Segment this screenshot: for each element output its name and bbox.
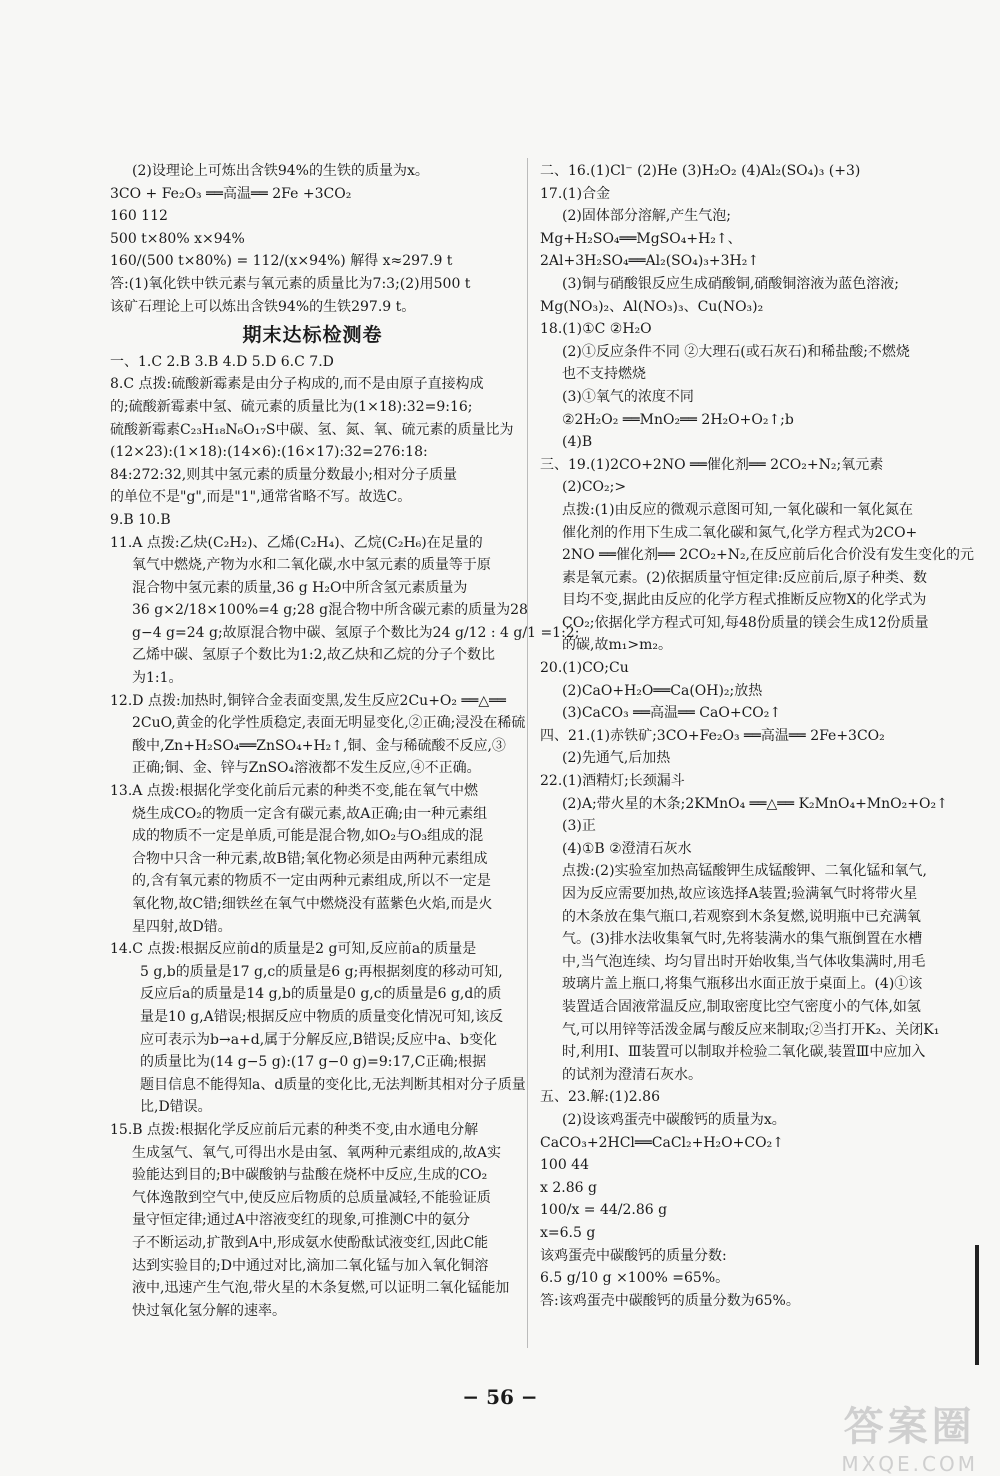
text-line: 的,含有氧元素的物质不一定由两种元素组成,所以不一定是	[132, 873, 491, 890]
text-line: 烧生成CO₂的物质一定含有碳元素,故A正确;由一种元素组	[132, 805, 488, 822]
text-line: 14.C 点拨:根据反应前d的质量是2 g可知,反应前a的质量是	[110, 941, 477, 958]
text-line: Mg+H₂SO₄══MgSO₄+H₂↑、	[540, 230, 742, 247]
text-line: g−4 g=24 g;故原混合物中碳、氢原子个数比为24 g/12 : 4 g/1 =1:2;	[132, 624, 580, 641]
text-line: 生成氢气、氧气,可得出水是由氢、氧两种元素组成的,故A实	[132, 1144, 502, 1161]
text-line: ②2H₂O₂ ══MnO₂══ 2H₂O+O₂↑;b	[562, 411, 794, 428]
text-line: 20.(1)CO;Cu	[540, 660, 629, 677]
text-line: 17.(1)合金	[540, 185, 611, 202]
text-line: 3CO + Fe₂O₃ ══高温══ 2Fe +3CO₂	[110, 185, 352, 202]
text-line: 催化剂的作用下生成二氧化碳和氮气,化学方程式为2CO+	[562, 524, 918, 541]
text-line: 6.5 g/10 g ×100% =65%。	[540, 1270, 730, 1287]
text-line: 100 44	[540, 1157, 589, 1174]
watermark-url: MXQE.COM	[841, 1452, 978, 1476]
text-line: 玻璃片盖上瓶口,将集气瓶移出水面正放于桌面上。(4)①该	[562, 976, 923, 993]
text-line: 应可表示为b→a+d,属于分解反应,B错误;反应中a、b变化	[140, 1031, 497, 1048]
text-line: 液中,迅速产生气泡,带火星的木条复燃,可以证明二氧化锰能加	[132, 1280, 510, 1297]
text-line: CO₂;依据化学方程式可知,每48份质量的镁会生成12份质量	[562, 614, 929, 631]
text-line: 2CuO,黄金的化学性质稳定,表面无明显变化,②正确;浸没在稀硫	[132, 715, 526, 732]
text-line: 星四射,故D错。	[132, 918, 232, 935]
text-line: 2Al+3H₂SO₄══Al₂(SO₄)₃+3H₂↑	[540, 253, 760, 270]
section-title: 期末达标检测卷	[242, 324, 383, 347]
text-line: (3)①氧气的浓度不同	[562, 388, 694, 405]
text-line: 9.B 10.B	[110, 511, 171, 528]
text-line: (2)A;带火星的木条;2KMnO₄ ══△══ K₂MnO₄+MnO₂+O₂↑	[562, 795, 948, 812]
text-line: (4)B	[562, 434, 593, 451]
text-line: CaCO₃+2HCl══CaCl₂+H₂O+CO₂↑	[540, 1134, 784, 1151]
text-line: 答:(1)氧化铁中铁元素与氧元素的质量比为7:3;(2)用500 t	[110, 275, 471, 292]
text-line: 84:272:32,则其中氢元素的质量分数最小;相对分子质量	[110, 466, 457, 483]
text-line: 中,当气泡连续、均匀冒出时开始收集,当气体收集满时,用毛	[562, 953, 926, 970]
text-line: 160 112	[110, 208, 168, 225]
text-line: 500 t×80% x×94%	[110, 230, 245, 247]
text-line: 11.A 点拨:乙炔(C₂H₂)、乙烯(C₂H₄)、乙烷(C₂H₆)在足量的	[110, 534, 483, 551]
text-line: 酸中,Zn+H₂SO₄══ZnSO₄+H₂↑,铜、金与稀硫酸不反应,③	[132, 737, 506, 754]
text-line: 15.B 点拨:根据化学反应前后元素的种类不变,由水通电分解	[110, 1121, 479, 1138]
text-line: 12.D 点拨:加热时,铜锌合金表面变黑,发生反应2Cu+O₂ ══△══	[110, 692, 506, 709]
text-line: 目均不变,据此由反应的化学方程式推断反应物X的化学式为	[562, 592, 927, 609]
text-line: 素是氧元素。(2)依据质量守恒定律:反应前后,原子种类、数	[562, 569, 927, 586]
text-line: 的试剂为澄清石灰水。	[562, 1066, 702, 1083]
text-line: (2)CaO+H₂O══Ca(OH)₂;放热	[562, 682, 763, 699]
text-line: 该矿石理论上可以炼出含铁94%的生铁297.9 t。	[110, 298, 416, 315]
text-line: (2)①反应条件不同 ②大理石(或石灰石)和稀盐酸;不燃烧	[562, 343, 910, 360]
text-line: 装置适合固液常温反应,制取密度比空气密度小的气体,如氢	[562, 998, 921, 1015]
text-line: 快过氧化氢分解的速率。	[132, 1302, 286, 1319]
text-line: 三、19.(1)2CO+2NO ══催化剂══ 2CO₂+N₂;氧元素	[540, 456, 884, 473]
text-line: 答:该鸡蛋壳中碳酸钙的质量分数为65%。	[540, 1292, 800, 1309]
text-line: 五、23.解:(1)2.86	[540, 1089, 660, 1106]
text-line: 2NO ══催化剂══ 2CO₂+N₂,在反应前后化合价没有发生变化的元	[562, 547, 975, 564]
text-line: 的质量比为(14 g−5 g):(17 g−0 g)=9:17,C正确;根据	[140, 1054, 487, 1071]
text-line: (12×23):(1×18):(14×6):(16×17):32=276:18:	[110, 444, 428, 461]
text-line: 子不断运动,扩散到A中,形成氨水使酚酞试液变红,因此C能	[132, 1234, 489, 1251]
text-line: (4)①B ②澄清石灰水	[562, 840, 692, 857]
watermark-logo-text: 答案圈	[843, 1404, 976, 1450]
text-line: (3)CaCO₃ ══高温══ CaO+CO₂↑	[562, 705, 782, 722]
text-line: 13.A 点拨:根据化学变化前后元素的种类不变,能在氧气中燃	[110, 783, 478, 800]
text-line: 题目信息不能得知a、d质量的变化比,无法判断其相对分子质量	[140, 1076, 526, 1093]
text-line: (2)设理论上可炼出含铁94%的生铁的质量为x。	[132, 163, 429, 179]
text-line: 的;硫酸新霉素中氢、硫元素的质量比为(1×18):32=9:16;	[110, 398, 473, 415]
page-number: − 56 −	[462, 1385, 538, 1409]
text-line: 的木条放在集气瓶口,若观察到木条复燃,说明瓶中已充满氧	[562, 908, 921, 925]
text-line: 5 g,b的质量是17 g,c的质量是6 g;再根据刻度的移动可知,	[140, 963, 503, 980]
text-line: 量守恒定律;通过A中溶液变红的现象,可推测C中的氨分	[132, 1212, 470, 1229]
text-line: (2)设该鸡蛋壳中碳酸钙的质量为x。	[562, 1111, 786, 1128]
text-line: 氧气中燃烧,产物为水和二氧化碳,水中氢元素的质量等于原	[132, 557, 491, 574]
text-line: 点拨:(2)实验室加热高锰酸钾生成锰酸钾、二氧化锰和氧气,	[562, 863, 927, 880]
text-line: Mg(NO₃)₂、Al(NO₃)₃、Cu(NO₃)₂	[540, 298, 764, 315]
text-line: x 2.86 g	[540, 1179, 597, 1196]
text-line: 氧化物,故C错;细铁丝在氧气中燃烧没有蓝紫色火焰,而是火	[132, 896, 493, 912]
text-line: 一、1.C 2.B 3.B 4.D 5.D 6.C 7.D	[110, 353, 334, 370]
text-line: (2)CO₂;>	[562, 479, 627, 496]
text-line: 36 g×2/18×100%=4 g;28 g混合物中所含碳元素的质量为28	[132, 602, 528, 619]
text-line: 的碳,故m₁>m₂。	[562, 637, 672, 654]
text-line: (2)先通气,后加热	[562, 750, 671, 767]
text-line: 时,利用Ⅰ、Ⅲ装置可以制取并检验二氧化碳,装置Ⅲ中应加入	[562, 1044, 926, 1061]
text-line: 合物中只含一种元素,故B错;氧化物必须是由两种元素组成	[132, 850, 488, 867]
text-line: 二、16.(1)Cl⁻ (2)He (3)H₂O₂ (4)Al₂(SO₄)₃ (+3)	[540, 163, 861, 179]
text-line: 160/(500 t×80%) = 112/(x×94%) 解得 x≈297.9 t	[110, 253, 453, 270]
text-line: 22.(1)酒精灯;长颈漏斗	[540, 773, 685, 790]
text-line: 反应后a的质量是14 g,b的质量是0 g,c的质量是6 g,d的质	[140, 986, 502, 1003]
text-line: 乙烯中碳、氢原子个数比为1:2,故乙炔和乙烷的分子个数比	[132, 647, 495, 664]
text-line: 18.(1)①C ②H₂O	[540, 321, 652, 338]
text-line: 混合物中氢元素的质量,36 g H₂O中所含氢元素质量为	[132, 579, 468, 596]
text-line: 为1:1。	[132, 670, 183, 687]
text-line: 100/x = 44/2.86 g	[540, 1202, 668, 1219]
text-line: 成的物质不一定是单质,可能是混合物,如O₂与O₃组成的混	[132, 828, 484, 845]
watermark	[841, 1395, 978, 1476]
text-line: (2)固体部分溶解,产生气泡;	[562, 208, 731, 225]
text-line: (3)正	[562, 818, 596, 835]
text-line: 气,可以用锌等活泼金属与酸反应来制取;②当打开K₂、关闭K₁	[562, 1021, 940, 1038]
text-line: (3)铜与硝酸银反应生成硝酸铜,硝酸铜溶液为蓝色溶液;	[562, 275, 899, 292]
column-divider	[527, 158, 528, 1348]
text-line: 气。(3)排水法收集氧气时,先将装满水的集气瓶倒置在水槽	[562, 931, 923, 948]
text-line: 硫酸新霉素C₂₃H₁₈N₆O₁₇S中碳、氢、氮、氧、硫元素的质量比为	[110, 421, 514, 438]
text-line: 验能达到目的;B中碳酸钠与盐酸在烧杯中反应,生成的CO₂	[132, 1167, 488, 1184]
text-line: 正确;铜、金、锌与ZnSO₄溶液都不发生反应,④不正确。	[132, 760, 481, 777]
text-line: 8.C 点拨:硫酸新霉素是由分子构成的,而不是由原子直接构成	[110, 376, 484, 393]
text-line: 达到实验目的;D中通过对比,滴加二氧化锰与加入氧化铜溶	[132, 1257, 489, 1274]
text-line: 的单位不是"g",而是"1",通常省略不写。故选C。	[110, 489, 412, 506]
text-line: 气体逸散到空气中,使反应后物质的总质量减轻,不能验证质	[132, 1189, 491, 1206]
text-line: 比,D错误。	[140, 1099, 212, 1116]
text-line: 四、21.(1)赤铁矿;3CO+Fe₂O₃ ══高温══ 2Fe+3CO₂	[540, 727, 885, 744]
edge-mark	[975, 1245, 979, 1365]
text-line: 因为反应需要加热,故应该选择A装置;验满氧气时将带火星	[562, 886, 918, 902]
text-line: 也不支持燃烧	[562, 366, 646, 383]
text-line: 点拨:(1)由反应的微观示意图可知,一氧化碳和一氧化氮在	[562, 501, 913, 518]
right-column	[540, 160, 975, 1312]
text-line: x=6.5 g	[540, 1224, 596, 1241]
text-line: 该鸡蛋壳中碳酸钙的质量分数:	[540, 1247, 727, 1264]
text-line: 量是10 g,A错误;根据反应中物质的质量变化情况可知,该反	[140, 1008, 503, 1025]
